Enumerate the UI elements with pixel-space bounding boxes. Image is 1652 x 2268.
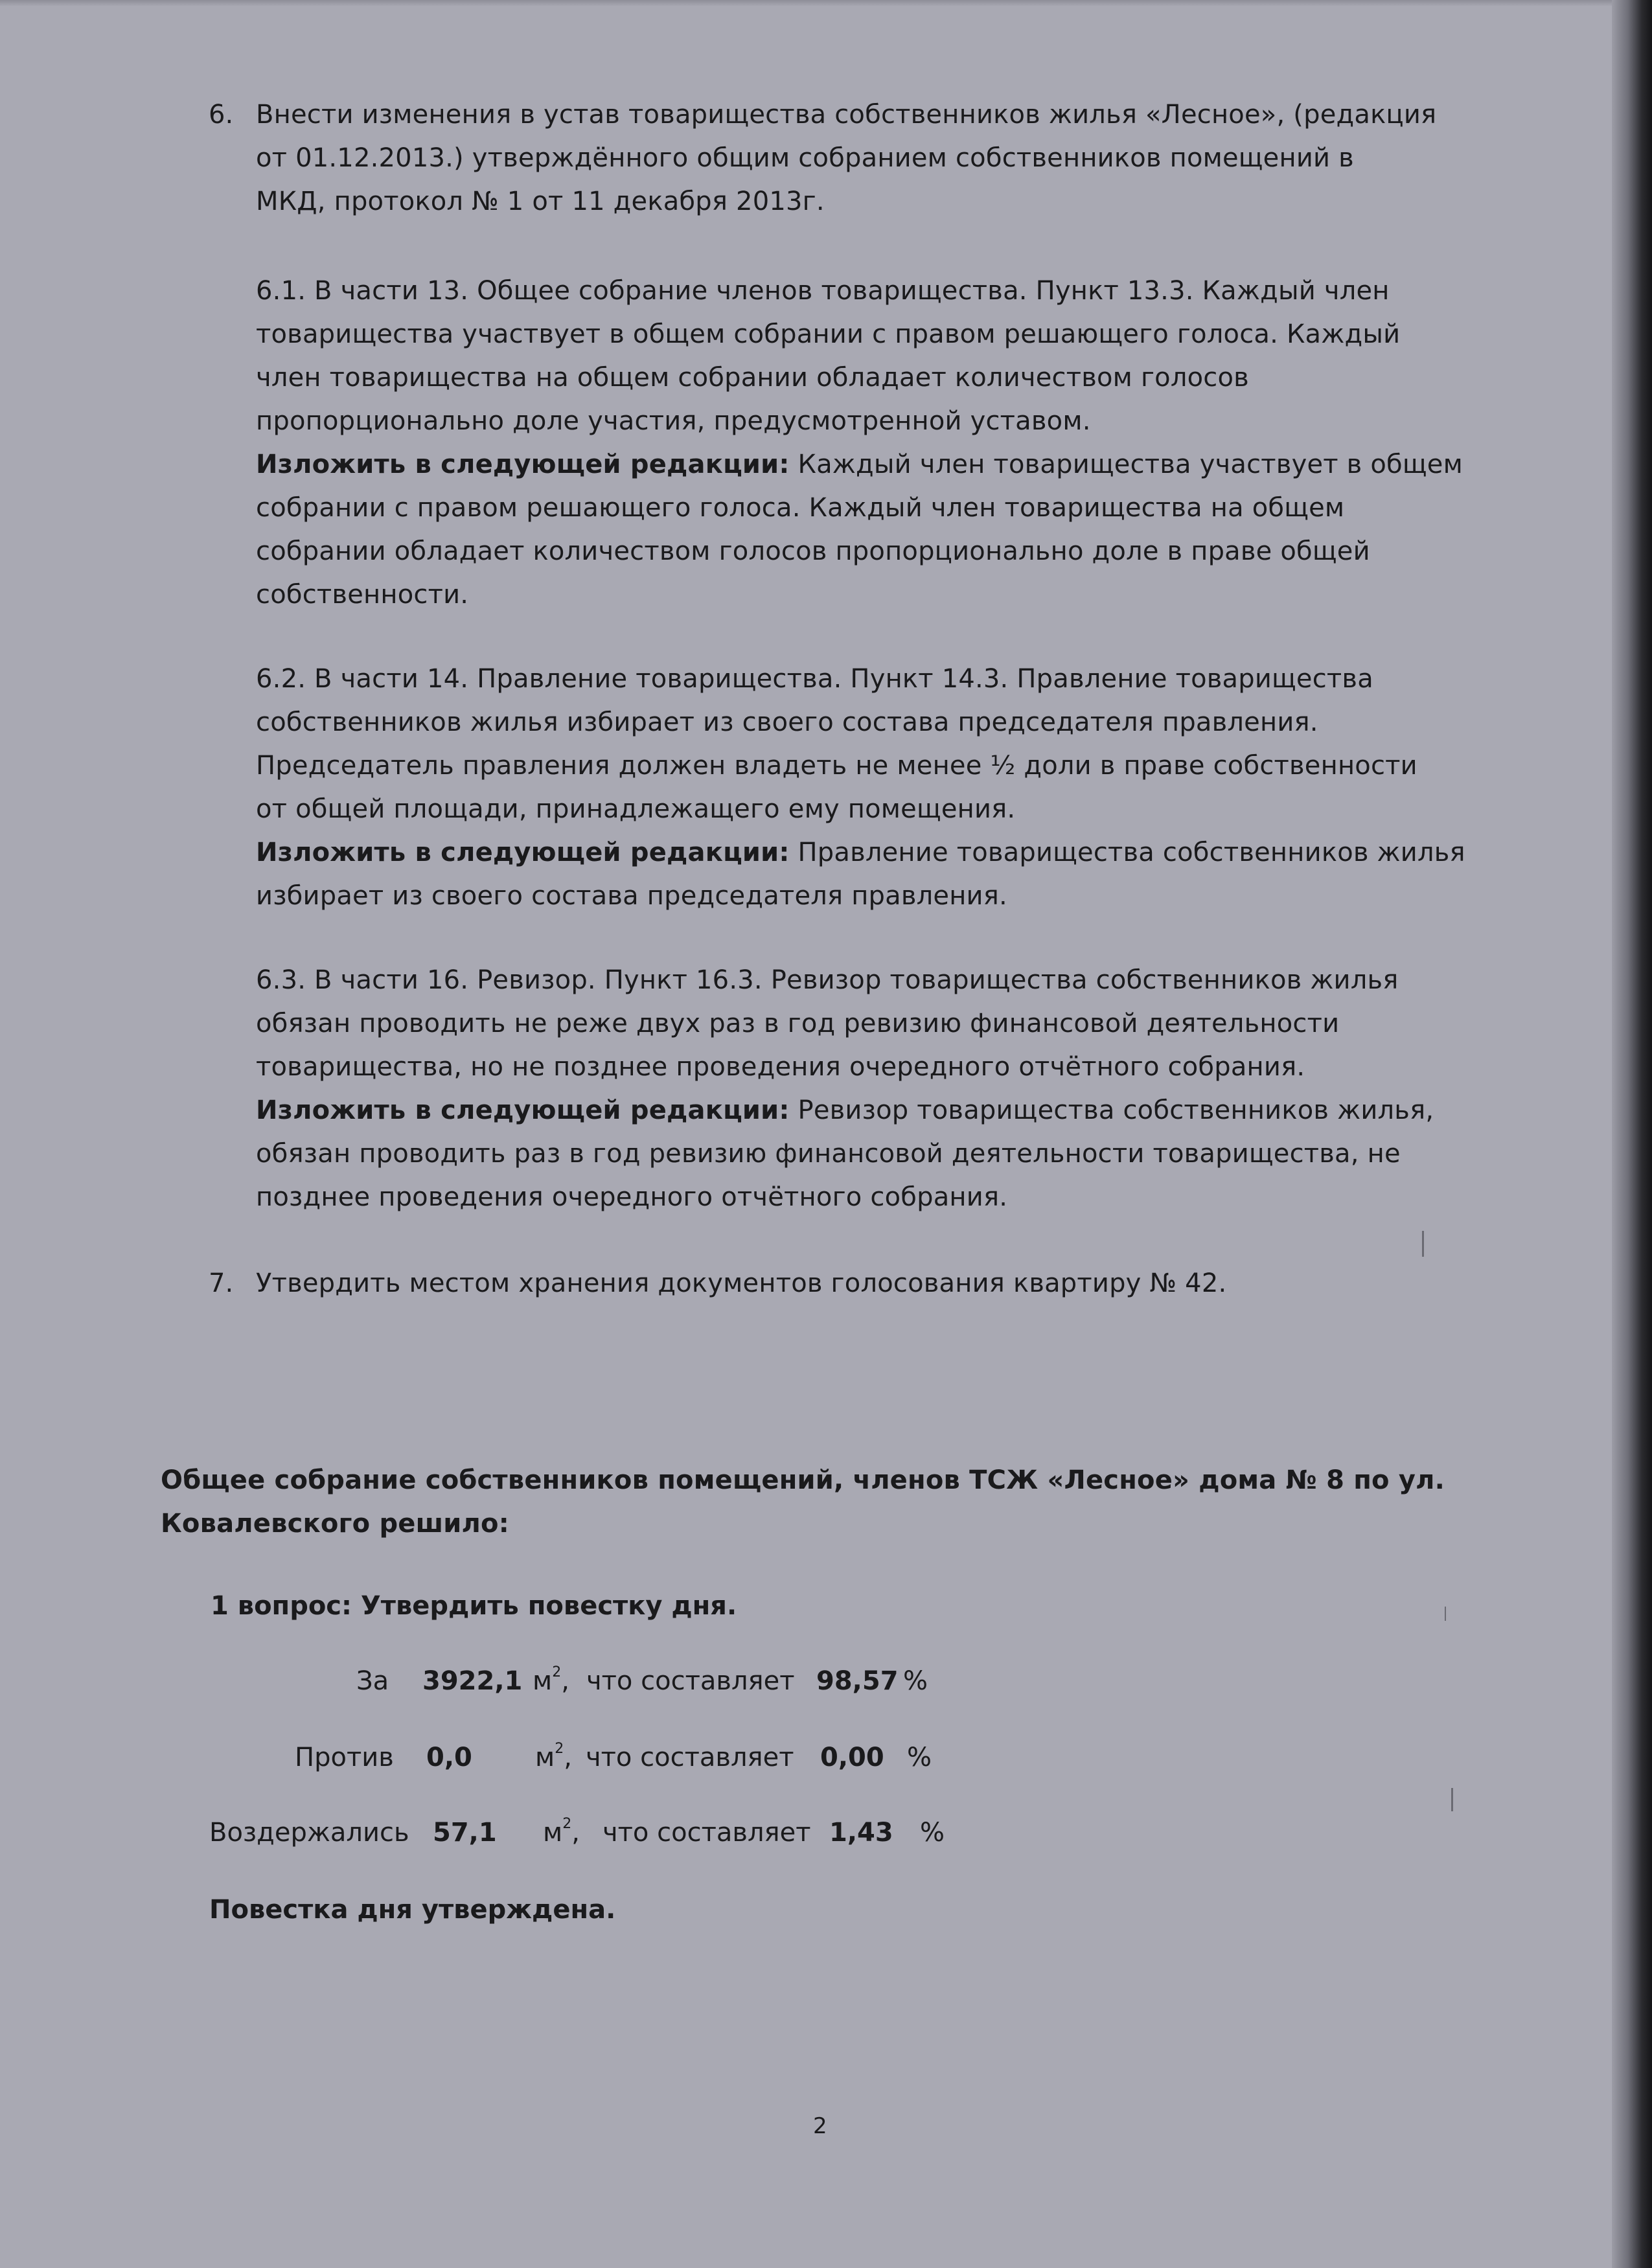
unit-power: 2 [555,1741,564,1757]
item-6-2-line: Председатель правления должен владеть не менее ½ доли в праве собственности [256,751,1417,781]
question-1-title: 1 вопрос: Утвердить повестку дня. [211,1591,737,1621]
edit-label: Изложить в следующей редакции: [256,1095,790,1125]
question-1-result: Повестка дня утверждена. [209,1895,616,1925]
item-6-3-line: обязан проводить не реже двух раз в год ревизию финансовой деятельности [256,1009,1340,1038]
item-6-2-line: собственников жилья избирает из своего состава председателя правления. [256,707,1318,737]
unit-text: м [535,1743,555,1772]
item-6-3 [256,959,1434,1219]
decision-heading [161,1459,1445,1546]
item-6-1-edit-line: собрании обладает количеством голосов пропорционально доле в праве общей [256,536,1370,566]
unit-text: м [543,1818,563,1848]
vote-against-phrase: что составляет [586,1743,794,1772]
vote-for-label: За [356,1666,389,1696]
item-6-line: от 01.12.2013.) утверждённого общим собранием собственников помещений в [256,143,1354,173]
percent-sign: % [907,1743,932,1772]
item-6-1-line: товарищества участвует в общем собрании с правом решающего голоса. Каждый [256,319,1401,349]
item-7-number: 7. [209,1268,234,1298]
item-6-line: Внести изменения в устав товарищества собственников жилья «Лесное», (редакция [256,100,1437,130]
vote-against-percent: 0,00 [820,1743,884,1772]
vote-abstained-unit: $м^2$, [543,1816,580,1848]
edit-label: Изложить в следующей редакции: [256,838,790,867]
item-6-1-edit-line [256,443,1463,487]
edit-text: Правление товарищества собственников жилья [789,838,1465,867]
vote-abstained-phrase: что составляет [602,1818,811,1848]
edit-label: Изложить в следующей редакции: [256,450,790,479]
vote-abstained-percent: 1,43 [829,1818,893,1848]
vote-against-area: 0,0 [426,1743,472,1772]
item-6-1-edit-line: собственности. [256,580,469,610]
item-6-1-edit-line: собрании с правом решающего голоса. Каждый член товарищества на общем [256,493,1345,523]
unit-power: 2 [552,1664,562,1680]
item-6-3-line: 6.3. В части 16. Ревизор. Пункт 16.3. Ревизор товарищества собственников жилья [256,965,1399,995]
unit-text: м [533,1666,553,1696]
item-6-3-edit-line: обязан проводить раз в год ревизию финансовой деятельности товарищества, не [256,1139,1401,1169]
item-6-number: 6. [209,100,234,130]
scan-top-shadow [0,0,1652,6]
vote-for-unit: $м^2$, [533,1664,569,1696]
vote-for-area: 3922,1 [422,1666,523,1696]
percent-sign: % [920,1818,945,1848]
item-6-1-line: пропорционально доле участия, предусмотренной уставом. [256,406,1091,436]
item-6-2-line: 6.2. В части 14. Правление товарищества. Пункт 14.3. Правление товарищества [256,664,1373,694]
edit-text: Каждый член товарищества участвует в общем [789,450,1463,479]
item-6-1 [256,269,1463,617]
item-7-line: Утвердить местом хранения документов голосования квартиру № 42. [256,1268,1227,1298]
vote-for-phrase: что составляет [586,1666,795,1696]
scan-speck [1445,1607,1446,1621]
vote-abstained-label: Воздержались [209,1818,409,1848]
edit-text: Ревизор товарищества собственников жилья, [789,1095,1434,1125]
vote-against-label: Против [295,1743,394,1772]
scan-right-edge [1612,0,1652,2268]
scan-speck [1422,1231,1424,1257]
item-6-2 [256,658,1465,918]
percent-sign: % [903,1666,928,1696]
item-6-2-edit-line [256,831,1465,875]
decision-line: Ковалевского решило: [161,1509,509,1539]
decision-line: Общее собрание собственников помещений, членов ТСЖ «Лесное» дома № 8 по ул. [161,1465,1445,1495]
scan-speck [1451,1788,1453,1811]
item-6-1-line: 6.1. В части 13. Общее собрание членов товарищества. Пункт 13.3. Каждый член [256,276,1390,306]
vote-against-unit: $м^2$, [535,1741,572,1772]
unit-power: 2 [562,1816,572,1832]
item-6-2-line: от общей площади, принадлежащего ему помещения. [256,794,1016,824]
item-6-line: МКД, протокол № 1 от 11 декабря 2013г. [256,187,825,216]
page-number: 2 [813,2113,827,2139]
item-6-3-edit-line: позднее проведения очередного отчётного собрания. [256,1182,1008,1212]
item-7-text [256,1262,1226,1305]
item-6-3-edit-line [256,1089,1434,1132]
item-6-3-line: товарищества, но не позднее проведения очередного отчётного собрания. [256,1052,1305,1082]
vote-for-percent: 98,57 [816,1666,899,1696]
item-6-text [256,93,1436,223]
vote-abstained-area: 57,1 [433,1818,497,1848]
item-6-1-line: член товарищества на общем собрании обладает количеством голосов [256,363,1249,393]
item-6-2-edit-line: избирает из своего состава председателя правления. [256,881,1007,911]
